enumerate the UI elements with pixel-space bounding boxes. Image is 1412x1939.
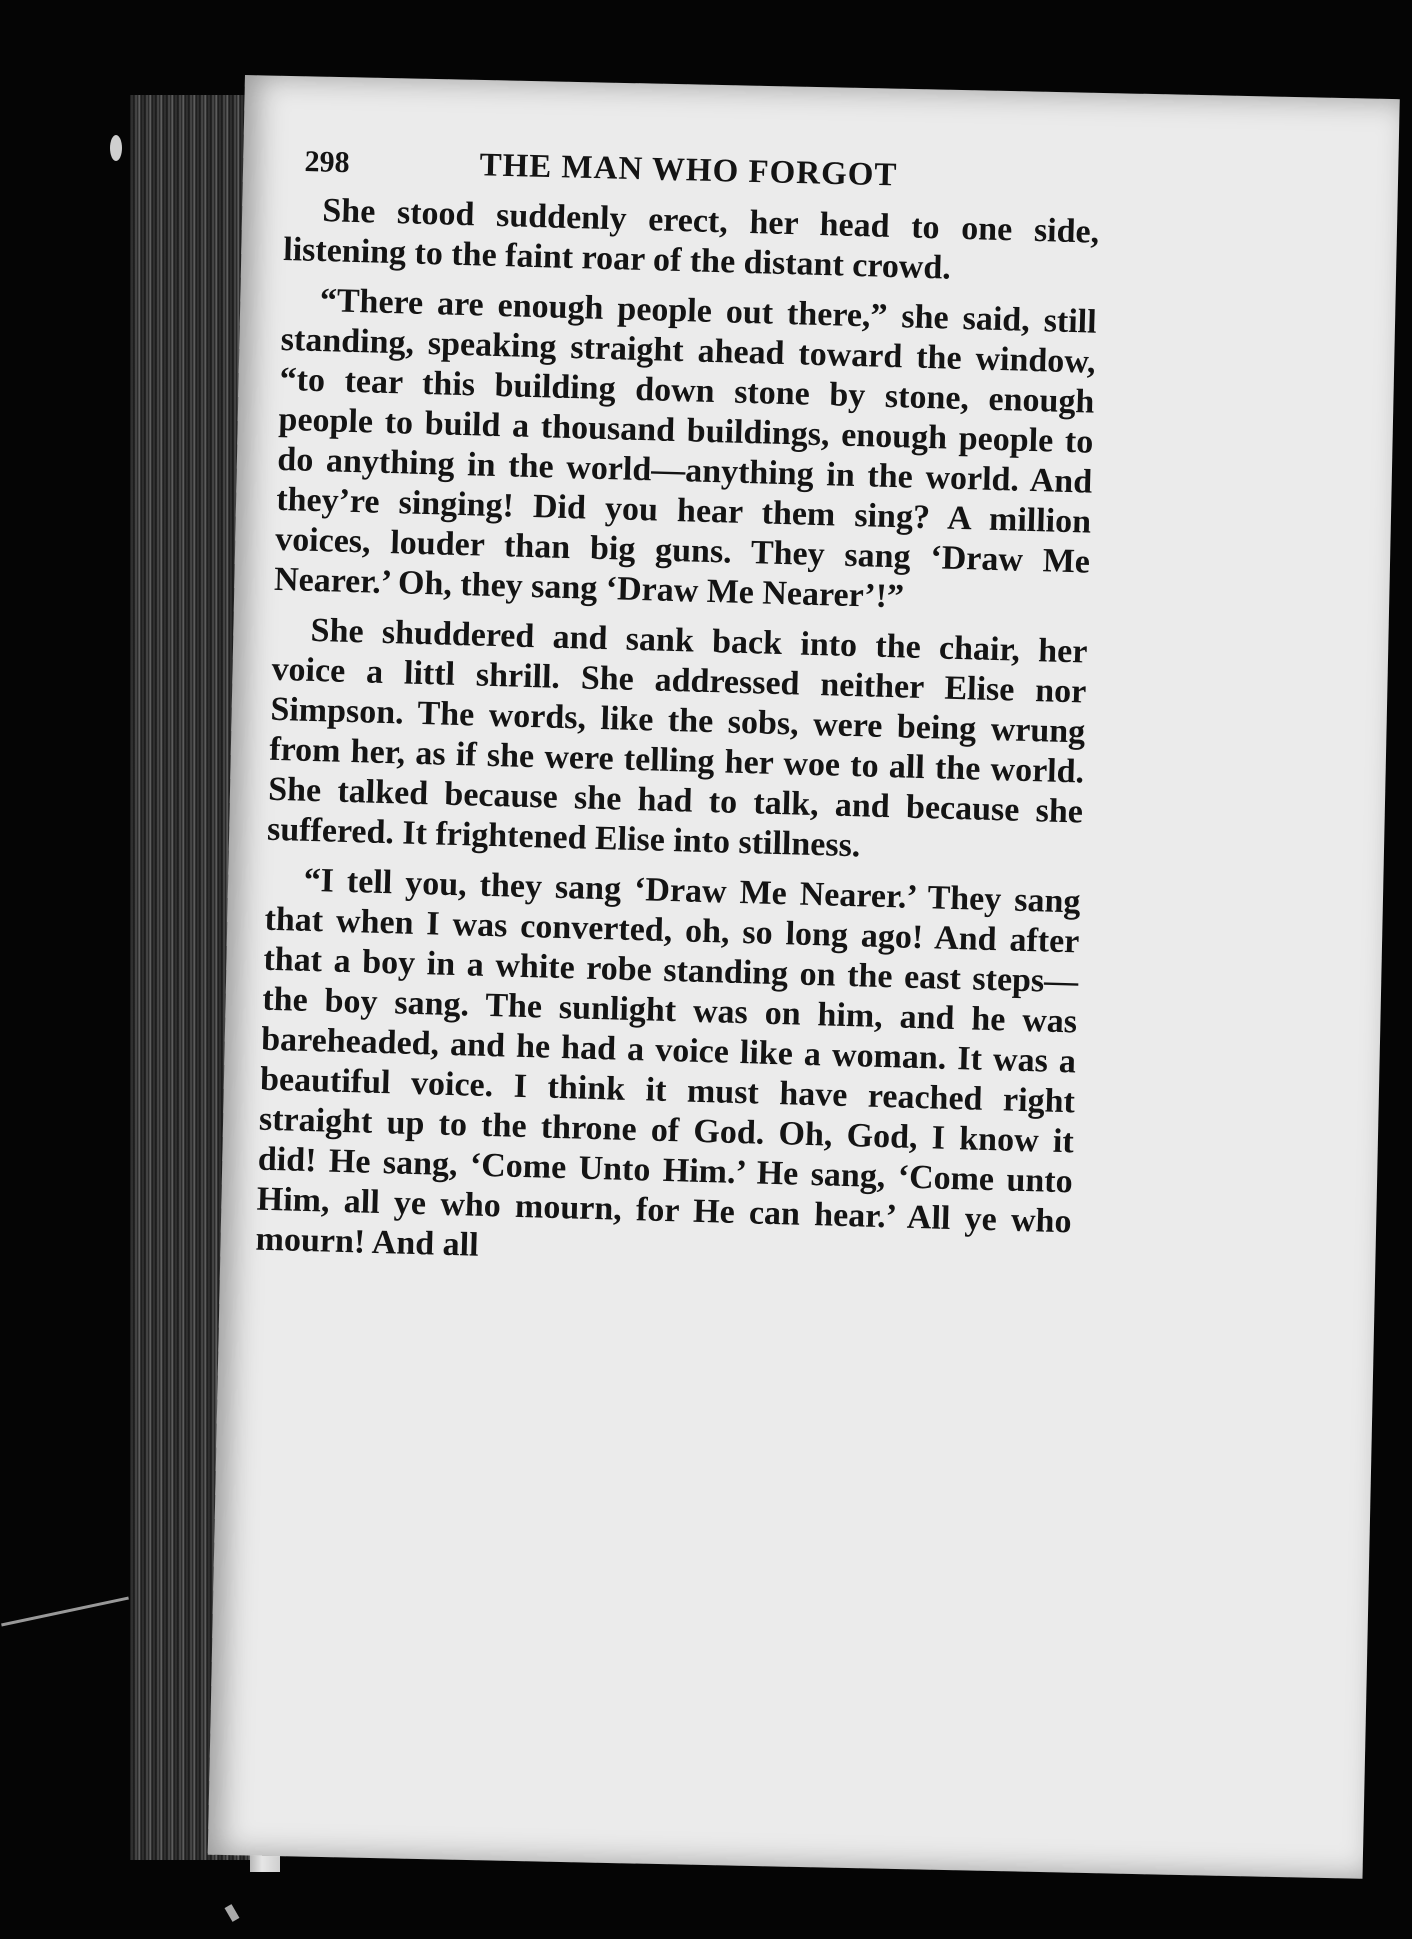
- paragraph: “I tell you, they sang ‘Draw Me Nearer.’ They sang that when I was converted, oh, so long ago! And after that a boy in a white robe standing on the east steps—the boy sang. The sunlight was on him, and he was bareheaded, and he had a voice like a woman. It was a beautiful voice. I think it must have reached right straight up to the throne of God. Oh, God, I know it did! He sang, ‘Come Unto Him.’ He sang, ‘Come unto Him, all ye who mourn, for He can hear.’ All ye who mourn! And all: [255, 861, 1081, 1264]
- scan-speck: [110, 135, 122, 161]
- scan-speck: [225, 1904, 240, 1922]
- running-head: THE MAN WHO FORGOT: [479, 147, 898, 194]
- paragraph: She shuddered and sank back into the chair, her voice a littl shrill. She addressed neither Elise nor Simpson. The words, like the sobs, were being wrung from her, as if she were telling her woe to all the world. She talked because she had to talk, and because she suffered. It frightened Elise into stillness.: [266, 611, 1088, 865]
- page-number: 298: [304, 145, 350, 180]
- body-text: [255, 190, 1100, 1292]
- scan-scratch: [1, 1597, 129, 1627]
- paragraph: “There are enough people out there,” she said, still standing, speaking straight ahead toward the window, “to tear this building down stone by stone, enough people to build a thousand buildings, enough people to do anything in the world—anything in the world. And they’re singing! Did you hear them sing? A million voices, louder than big guns. They sang ‘Draw Me Nearer.’ Oh, they sang ‘Draw Me Nearer’!”: [273, 282, 1098, 616]
- paragraph: She stood suddenly erect, her head to one side, listening to the faint roar of the distant crowd.: [282, 192, 1100, 287]
